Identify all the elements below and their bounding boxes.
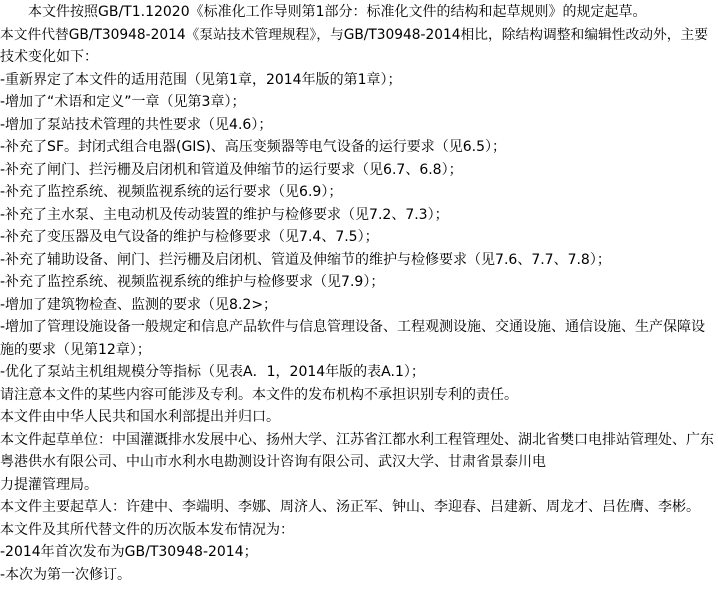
text-line-22: 力提灌管理局。 xyxy=(0,476,98,493)
text-line-14: -增加了建筑物检查、监测的要求（见8.2>； xyxy=(0,296,278,313)
text-line-19: 本文件由中华人民共和国水利部提出并归口。 xyxy=(0,409,280,425)
text-line-5: -增加了“术语和定义”一章（见第3章）； xyxy=(0,94,246,110)
text-line-20: 本文件起草单位：中国灌溉排水发展中心、扬州大学、江苏省江都水利工程管理处、湖北省樊口电排站管理处、广东 xyxy=(0,431,714,448)
text-line-18: 请注意本文件的某些内容可能涉及专利。本文件的发布机构不承担识别专利的责任。 xyxy=(0,386,518,403)
text-line-23: 本文件主要起草人：许建中、李端明、李娜、周济人、汤正军、钟山、李迎春、吕建新、周龙才、吕佐膺、李彬。 xyxy=(0,499,700,515)
text-line-1: 本文件按照GB/T1.12020《标准化工作导则第1部分：标准化文件的结构和起草规则》的规定起草。 xyxy=(28,4,647,20)
text-line-17: -优化了泵站主机组规模分等指标（见表A．1，2014年版的表A.1）； xyxy=(0,364,425,380)
text-line-8: -补充了闸门、拦污栅及启闭机和管道及伸缩节的运行要求（见6.7、6.8）； xyxy=(0,161,463,178)
text-line-6: -增加了泵站技术管理的共性要求（见4.6）； xyxy=(0,116,273,133)
text-line-7: -补充了SF。封闭式组合电器(GIS)、高压变频器等电气设备的运行要求（见6.5）； xyxy=(0,139,507,155)
text-line-11: -补充了变压器及电气设备的维护与检修要求（见7.4、7.5）； xyxy=(0,229,379,245)
text-line-13: -补充了监控系统、视频监视系统的维护与检修要求（见7.9）； xyxy=(0,274,385,290)
text-line-25: -2014年首次发布为GB/T30948-2014； xyxy=(0,544,258,560)
text-line-4: -重新界定了本文件的适用范围（见第1章，2014年版的第1章）； xyxy=(0,71,402,88)
text-line-15: -增加了管理设施设备一般规定和信息产品软件与信息管理设备、工程观测设施、交通设施、通信设施、生产保障设 xyxy=(0,319,706,335)
text-line-16: 施的要求（见第12章）； xyxy=(0,341,151,358)
text-line-26: -本次为第一次修订。 xyxy=(0,566,132,583)
text-line-9: -补充了监控系统、视频监视系统的运行要求（见6.9）； xyxy=(0,184,343,200)
text-line-2: 本文件代替GB/T30948-2014《泵站技术管理规程》，与GB/T30948-2014相比，除结构调整和编辑性改动外，主要 xyxy=(0,26,709,43)
text-line-24: 本文件及其所代替文件的历次版本发布情况为： xyxy=(0,521,294,538)
text-line-3: 技术变化如下： xyxy=(0,49,98,65)
text-line-10: -补充了主水泵、主电动机及传动装置的维护与检修要求（见7.2、7.3）； xyxy=(0,206,449,223)
document-body xyxy=(0,1,718,586)
text-line-21: 粤港供水有限公司、中山市水利水电勘测设计咨询有限公司、武汉大学、甘肃省景泰川电 xyxy=(0,454,546,470)
text-line-12: -补充了辅助设备、闸门、拦污栅及启闭机、管道及伸缩节的维护与检修要求（见7.6、7.7、7.8）； xyxy=(0,251,611,268)
